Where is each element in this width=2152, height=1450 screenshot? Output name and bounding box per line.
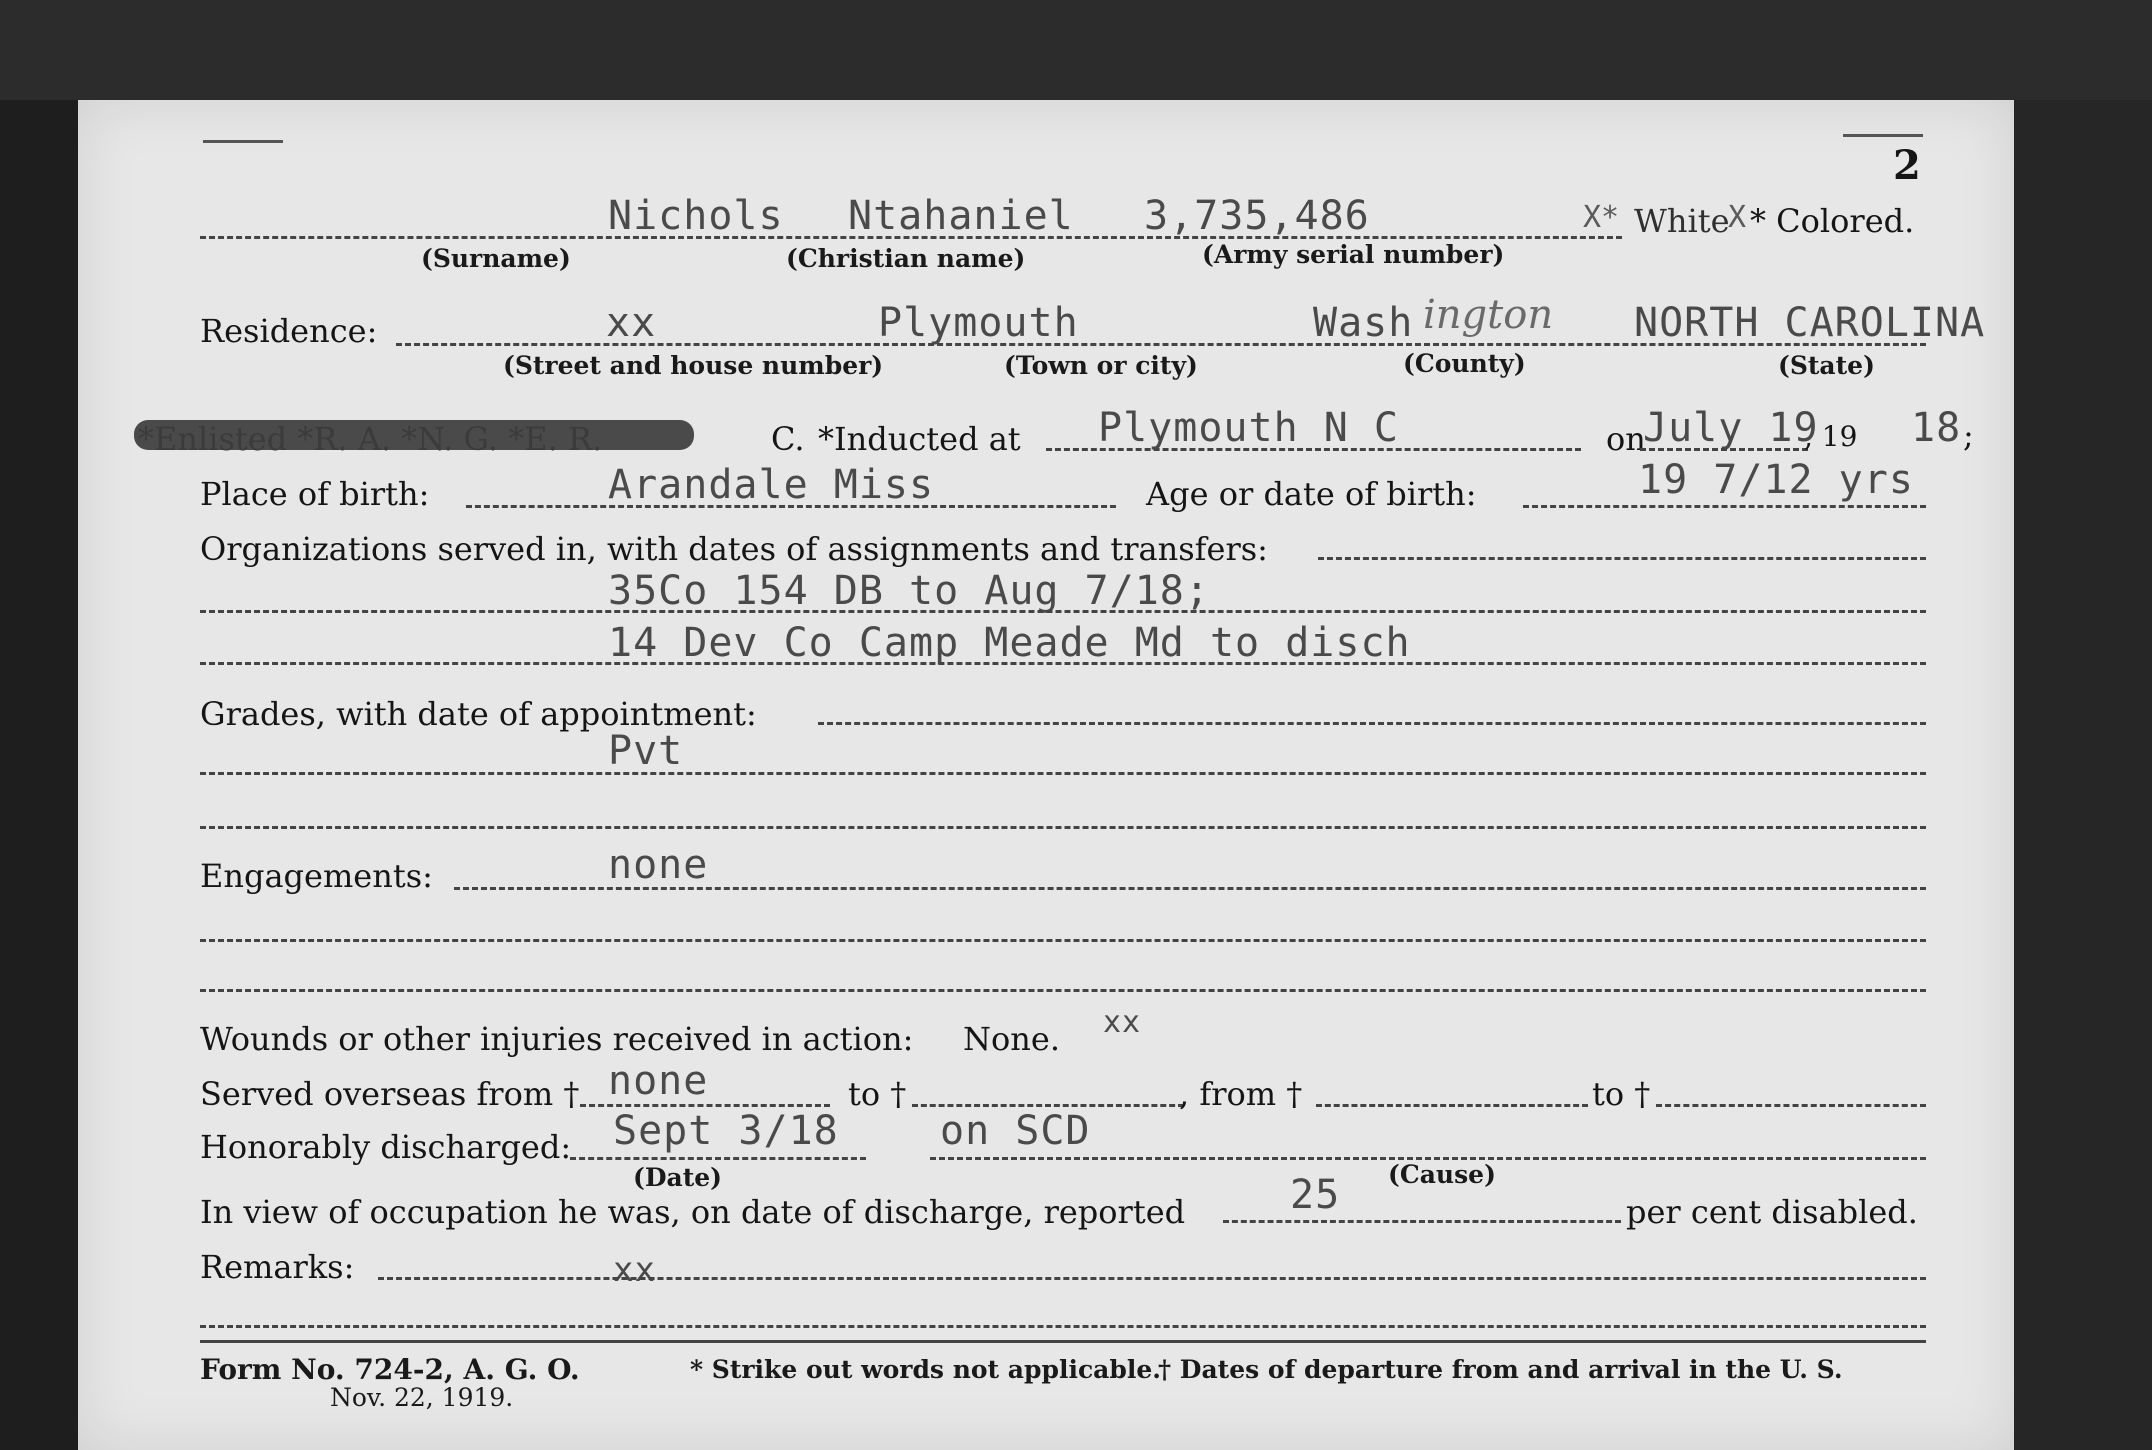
- white-label-struck: White: [1634, 202, 1730, 240]
- street-value: xx: [606, 300, 657, 346]
- induction-year-prefix: , 19: [1804, 420, 1858, 453]
- organizations-label: Organizations served in, with dates of assignments and transfers:: [200, 530, 1268, 568]
- grades-dotted-line: [818, 722, 1926, 725]
- induction-year-value: 18: [1911, 405, 1962, 451]
- colored-label: * Colored.: [1750, 202, 1915, 240]
- discharge-date-dotted-line: [570, 1157, 866, 1160]
- surname-caption: (Surname): [421, 244, 571, 273]
- discharge-cause-caption: (Cause): [1388, 1160, 1496, 1189]
- on-label: on: [1606, 420, 1646, 458]
- place-of-birth-label: Place of birth:: [200, 475, 430, 513]
- discharge-label: Honorably discharged:: [200, 1128, 572, 1166]
- organizations-line-2: 14 Dev Co Camp Meade Md to disch: [608, 620, 1411, 666]
- footnote-strike-out: * Strike out words not applicable.: [690, 1355, 1161, 1384]
- overseas-label: Served overseas from †: [200, 1075, 580, 1113]
- overseas-to2-label: to †: [1592, 1075, 1651, 1113]
- grades-dotted-line-2: [200, 772, 1926, 775]
- name-dotted-line: [200, 236, 1622, 239]
- inducted-at-label: *Inducted at: [818, 420, 1021, 458]
- surname-value: Nichols: [608, 193, 784, 239]
- organizations-dotted-line-3: [200, 662, 1926, 665]
- white-strike-marks-2: X: [1728, 200, 1747, 235]
- serial-number-caption: (Army serial number): [1202, 240, 1505, 269]
- remarks-label: Remarks:: [200, 1248, 355, 1286]
- induction-date-value: July 19: [1643, 405, 1819, 451]
- remarks-dotted-line: [378, 1277, 1926, 1280]
- age-value: 19 7/12 yrs: [1638, 457, 1914, 503]
- remarks-dotted-line-2: [200, 1325, 1926, 1328]
- christian-name-value: Ntahaniel: [848, 193, 1074, 239]
- overseas-to-dotted-line: [912, 1104, 1184, 1107]
- engagements-dotted-line: [454, 887, 1926, 890]
- engagements-label: Engagements:: [200, 857, 433, 895]
- discharge-date-caption: (Date): [633, 1163, 722, 1192]
- footer-rule: [200, 1340, 1926, 1343]
- discharge-cause-value: on SCD: [940, 1108, 1091, 1154]
- top-right-rule: [1843, 134, 1923, 137]
- christian-name-caption: (Christian name): [786, 244, 1026, 273]
- street-caption: (Street and house number): [503, 351, 884, 380]
- inducted-place-dotted-line: [1046, 448, 1581, 451]
- overseas-from2-label: , from †: [1179, 1075, 1303, 1113]
- organizations-dotted-line-2: [200, 610, 1926, 613]
- town-caption: (Town or city): [1004, 351, 1198, 380]
- residence-label: Residence:: [200, 312, 378, 350]
- serial-number-value: 3,735,486: [1144, 193, 1370, 239]
- county-handwritten-value: ington: [1423, 292, 1554, 338]
- remarks-value: xx: [613, 1250, 656, 1290]
- inducted-place-value: Plymouth N C: [1098, 405, 1399, 451]
- footnote-dates: † Dates of departure from and arrival in the U. S.: [1158, 1355, 1843, 1384]
- disability-suffix: per cent disabled.: [1626, 1193, 1918, 1231]
- organizations-dotted-line: [1318, 557, 1926, 560]
- top-left-rule: [203, 140, 283, 143]
- white-strike-marks: X*: [1583, 200, 1620, 235]
- overseas-from2-dotted-line: [1316, 1104, 1588, 1107]
- overseas-to2-dotted-line: [1656, 1104, 1926, 1107]
- county-typed-value: Wash: [1313, 300, 1414, 346]
- town-value: Plymouth: [878, 300, 1079, 346]
- age-label: Age or date of birth:: [1146, 475, 1477, 513]
- state-caption: (State): [1778, 351, 1875, 380]
- wounds-label: Wounds or other injuries received in action:: [200, 1020, 914, 1058]
- induction-semicolon: ;: [1963, 416, 1974, 454]
- service-record-card: [78, 100, 2014, 1450]
- overseas-from-dotted-line: [580, 1104, 830, 1107]
- grades-label: Grades, with date of appointment:: [200, 695, 757, 733]
- place-of-birth-dotted-line: [466, 505, 1116, 508]
- disability-value: 25: [1290, 1172, 1341, 1218]
- organizations-line-1: 35Co 154 DB to Aug 7/18;: [608, 568, 1210, 614]
- wounds-typed-value: xx: [1103, 1005, 1142, 1040]
- induction-suffix: C.: [771, 420, 805, 458]
- county-caption: (County): [1403, 349, 1526, 378]
- scan-background-top: [0, 0, 2152, 100]
- age-dotted-line: [1523, 505, 1926, 508]
- form-date: Nov. 22, 1919.: [330, 1383, 514, 1412]
- wounds-printed-value: None.: [963, 1020, 1060, 1058]
- overseas-to-label: to †: [848, 1075, 907, 1113]
- grades-value: Pvt: [608, 728, 684, 774]
- residence-dotted-line: [396, 343, 1926, 346]
- discharge-date-value: Sept 3/18: [613, 1108, 839, 1154]
- induction-date-dotted-line: [1640, 448, 1808, 451]
- engagements-dotted-line-2: [200, 939, 1926, 942]
- card-number: 2: [1893, 142, 1921, 189]
- overseas-from-value: none: [608, 1058, 709, 1104]
- enlisted-redaction-smear: [134, 420, 694, 450]
- disability-label: In view of occupation he was, on date of discharge, reported: [200, 1193, 1186, 1231]
- engagements-dotted-line-3: [200, 989, 1926, 992]
- place-of-birth-value: Arandale Miss: [608, 462, 935, 508]
- engagements-value: none: [608, 842, 709, 888]
- disability-dotted-line: [1223, 1220, 1621, 1223]
- form-number: Form No. 724-2, A. G. O.: [200, 1353, 580, 1386]
- grades-dotted-line-3: [200, 826, 1926, 829]
- state-value: NORTH CAROLINA: [1634, 300, 1986, 346]
